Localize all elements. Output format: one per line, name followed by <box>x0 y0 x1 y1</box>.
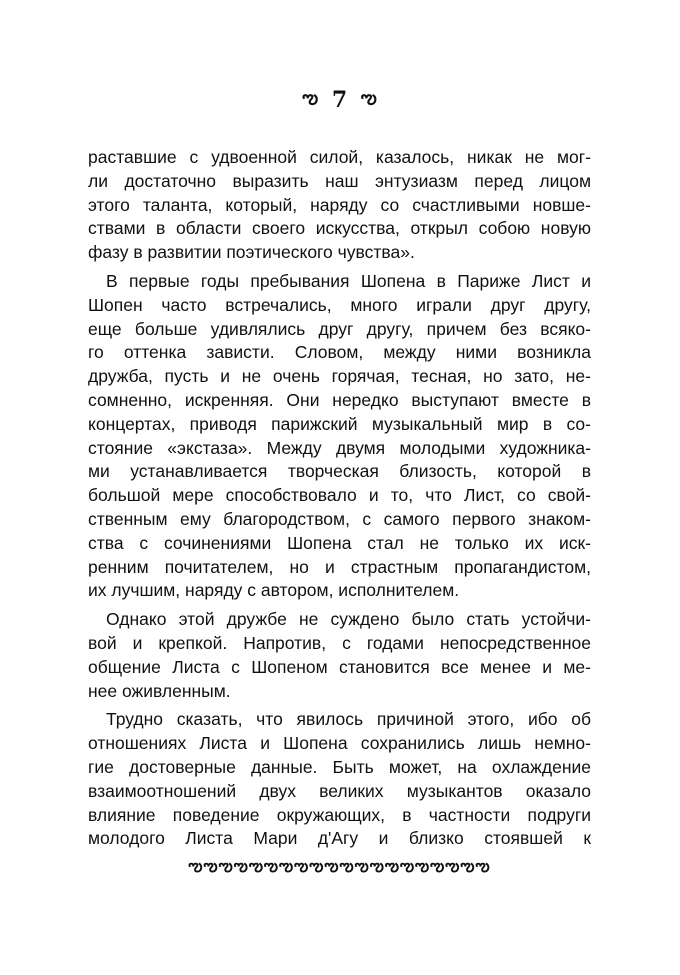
text-line: большой мере способствовало и то, что Лист, со свой- <box>88 485 591 506</box>
text-line: ли достаточно выразить наш энтузиазм перед лицом <box>88 170 591 191</box>
text-line: ми устанавливается творческая близость, которой в <box>88 461 591 482</box>
text-line: стояние «экстаза». Между двумя молодыми художника- <box>88 437 591 458</box>
text-line: еще больше удивлялись друг другу, причем без всяко- <box>88 318 591 339</box>
text-line: фазу в развитии поэтического чувства». <box>88 242 415 263</box>
text-line: В первые годы пребывания Шопена в Париже Лист и <box>106 270 591 291</box>
text-line: го оттенка зависти. Словом, между ними возникла <box>88 342 591 363</box>
page-number: 7 <box>331 87 349 113</box>
text-line: их лучшим, наряду с автором, исполнителем. <box>88 580 460 601</box>
text-line: взаимоотношений двух великих музыкантов оказало <box>88 780 591 801</box>
text-line: Однако этой дружбе не суждено было стать устойчи- <box>106 609 591 630</box>
text-line: сомненно, искренняя. Они нередко выступают вместе в <box>88 389 591 410</box>
page-header <box>0 86 680 113</box>
text-line: ренним почитателем, но и страстным пропагандистом, <box>88 556 591 577</box>
paragraph-1 <box>88 146 591 265</box>
text-line: ственным ему благородством, с самого первого знаком- <box>88 508 591 529</box>
text-line: этого таланта, который, наряду со счастливыми новше- <box>88 194 591 215</box>
text-line: Трудно сказать, что явилось причиной этого, ибо об <box>106 709 591 730</box>
text-line: гие достоверные данные. Быть может, на охлаждение <box>88 756 591 777</box>
text-line: молодого Листа Мари д'Агу и близко стоявшей к <box>88 828 591 849</box>
text-line: раставшие с удвоенной силой, казалось, никак не мог- <box>88 147 591 167</box>
paragraph-4 <box>88 708 591 851</box>
text-line: Шопен часто встречались, много играли друг другу, <box>88 294 591 315</box>
body-text <box>88 146 591 856</box>
text-line: общение Листа с Шопеном становится все менее и ме- <box>88 656 591 677</box>
text-line: нее оживленным. <box>88 680 231 701</box>
right-ornament-icon: ఌ <box>360 87 378 109</box>
text-line: ствами в области своего искусства, открыл собою новую <box>88 218 591 239</box>
left-ornament-icon: ఌ <box>302 87 320 109</box>
text-line: ства с сочинениями Шопена стал не только их иск- <box>88 532 591 553</box>
paragraph-2 <box>88 270 591 603</box>
text-line: вой и крепкой. Напротив, с годами непосредственное <box>88 632 591 653</box>
text-line: отношениях Листа и Шопена сохранились лишь немно- <box>88 733 591 754</box>
text-line: влияние поведение окружающих, в частности подруги <box>88 804 591 825</box>
footer-ornament-icon: ఌఌఌఌఌఌఌఌఌఌఌఌఌఌఌఌఌఌఌఌ <box>188 856 491 875</box>
text-line: концертах, приводя парижский музыкальный мир в со- <box>88 413 591 434</box>
text-line: дружба, пусть и не очень горячая, тесная, но зато, не- <box>88 366 591 387</box>
paragraph-3 <box>88 608 591 703</box>
